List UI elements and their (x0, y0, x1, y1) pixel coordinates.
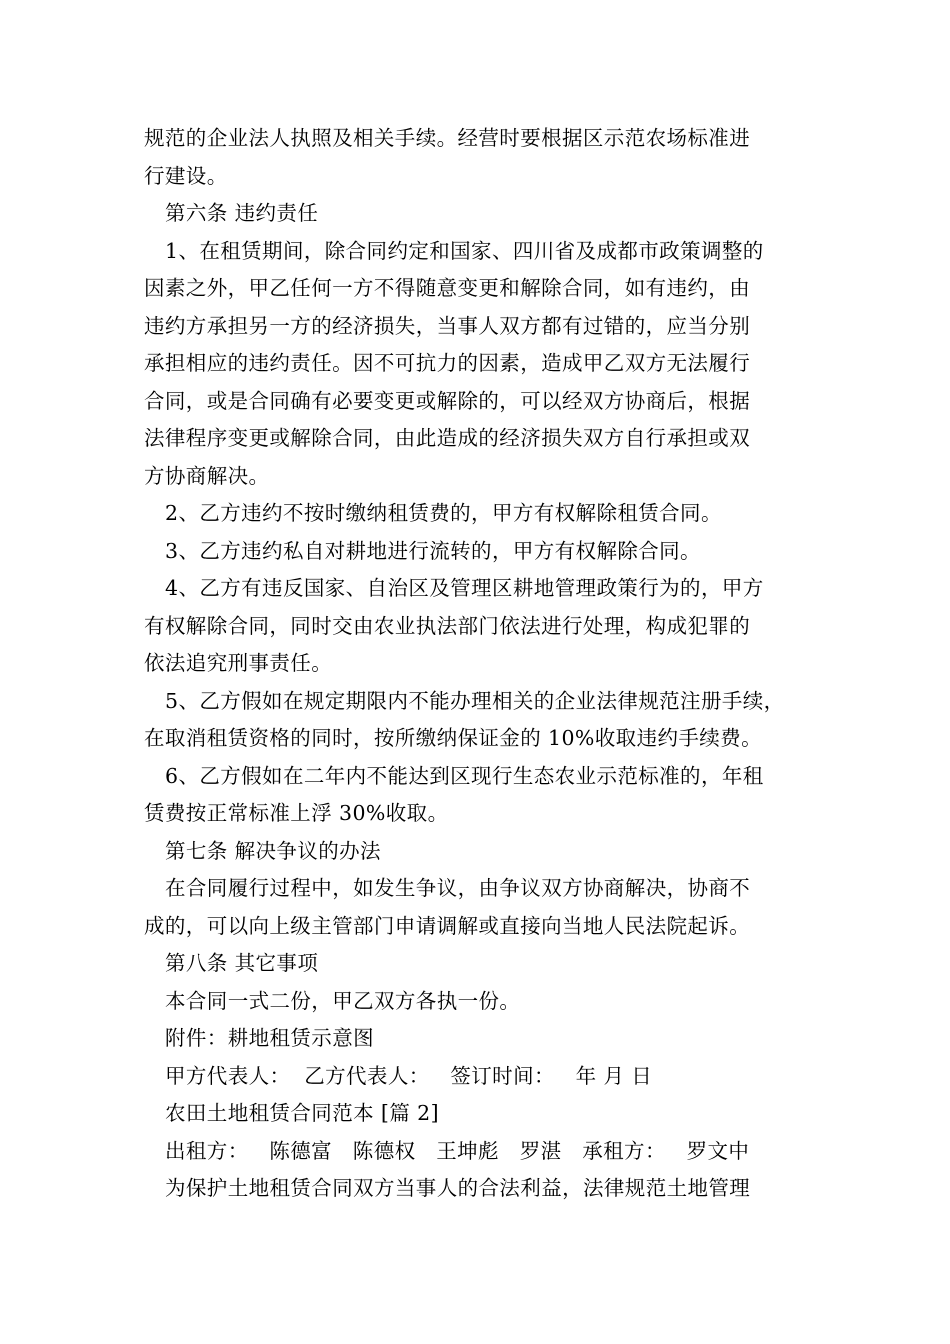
text-line: 合同，或是合同确有必要变更或解除的，可以经双方协商后，根据 (144, 388, 751, 413)
text-line: 承担相应的违约责任。因不可抗力的因素，造成甲乙双方无法履行 (144, 351, 751, 375)
document-page (144, 120, 824, 1208)
section-heading: 第七条 解决争议的办法 (165, 838, 381, 863)
text-line: 行建设。 (144, 163, 228, 188)
text-line: 6、乙方假如在二年内不能达到区现行生态农业示范标准的，年租 (165, 763, 764, 788)
text-line: 3、乙方违约私自对耕地进行流转的，甲方有权解除合同。 (165, 538, 701, 563)
section-heading: 第六条 违约责任 (165, 201, 319, 225)
text-line: 本合同一式二份，甲乙双方各执一份。 (165, 988, 521, 1013)
text-line: 在取消租赁资格的同时，按所缴纳保证金的 10%收取违约手续费。 (144, 726, 762, 750)
text-line: 附件：耕地租赁示意图 (165, 1026, 374, 1050)
text-line: 在合同履行过程中，如发生争议，由争议双方协商解决，协商不 (165, 876, 751, 900)
text-line: 成的，可以向上级主管部门申请调解或直接向当地人民法院起诉。 (144, 913, 751, 938)
signature-line: 甲方代表人： 乙方代表人： 签订时间： 年 月 日 (165, 1063, 653, 1088)
text-line: 2、乙方违约不按时缴纳租赁费的，甲方有权解除租赁合同。 (165, 501, 722, 525)
document-title: 农田土地租赁合同范本 [篇 2] (165, 1101, 439, 1125)
text-line: 方协商解决。 (144, 463, 270, 488)
parties-line: 出租方： 陈德富 陈德权 王坤彪 罗湛 承租方： 罗文中 (165, 1138, 750, 1163)
section-heading: 第八条 其它事项 (165, 951, 319, 975)
text-line: 依法追究刑事责任。 (144, 651, 333, 675)
text-line: 法律程序变更或解除合同，由此造成的经济损失双方自行承担或双 (144, 426, 751, 450)
text-line: 规范的企业法人执照及相关手续。经营时要根据区示范农场标准进 (144, 126, 751, 150)
text-line: 为保护土地租赁合同双方当事人的合法利益，法律规范土地管理 (165, 1176, 751, 1200)
text-line: 因素之外，甲乙任何一方不得随意变更和解除合同，如有违约，由 (144, 276, 751, 300)
text-line: 1、在租赁期间，除合同约定和国家、四川省及成都市政策调整的 (165, 238, 764, 263)
text-line: 违约方承担另一方的经济损失，当事人双方都有过错的，应当分别 (144, 313, 751, 338)
text-line: 有权解除合同，同时交由农业执法部门依法进行处理，构成犯罪的 (144, 613, 751, 638)
text-line: 4、乙方有违反国家、自治区及管理区耕地管理政策行为的，甲方 (165, 576, 764, 600)
text-line: 赁费按正常标准上浮 30%收取。 (144, 801, 449, 825)
text-line: 5、乙方假如在规定期限内不能办理相关的企业法律规范注册手续， (165, 688, 785, 713)
